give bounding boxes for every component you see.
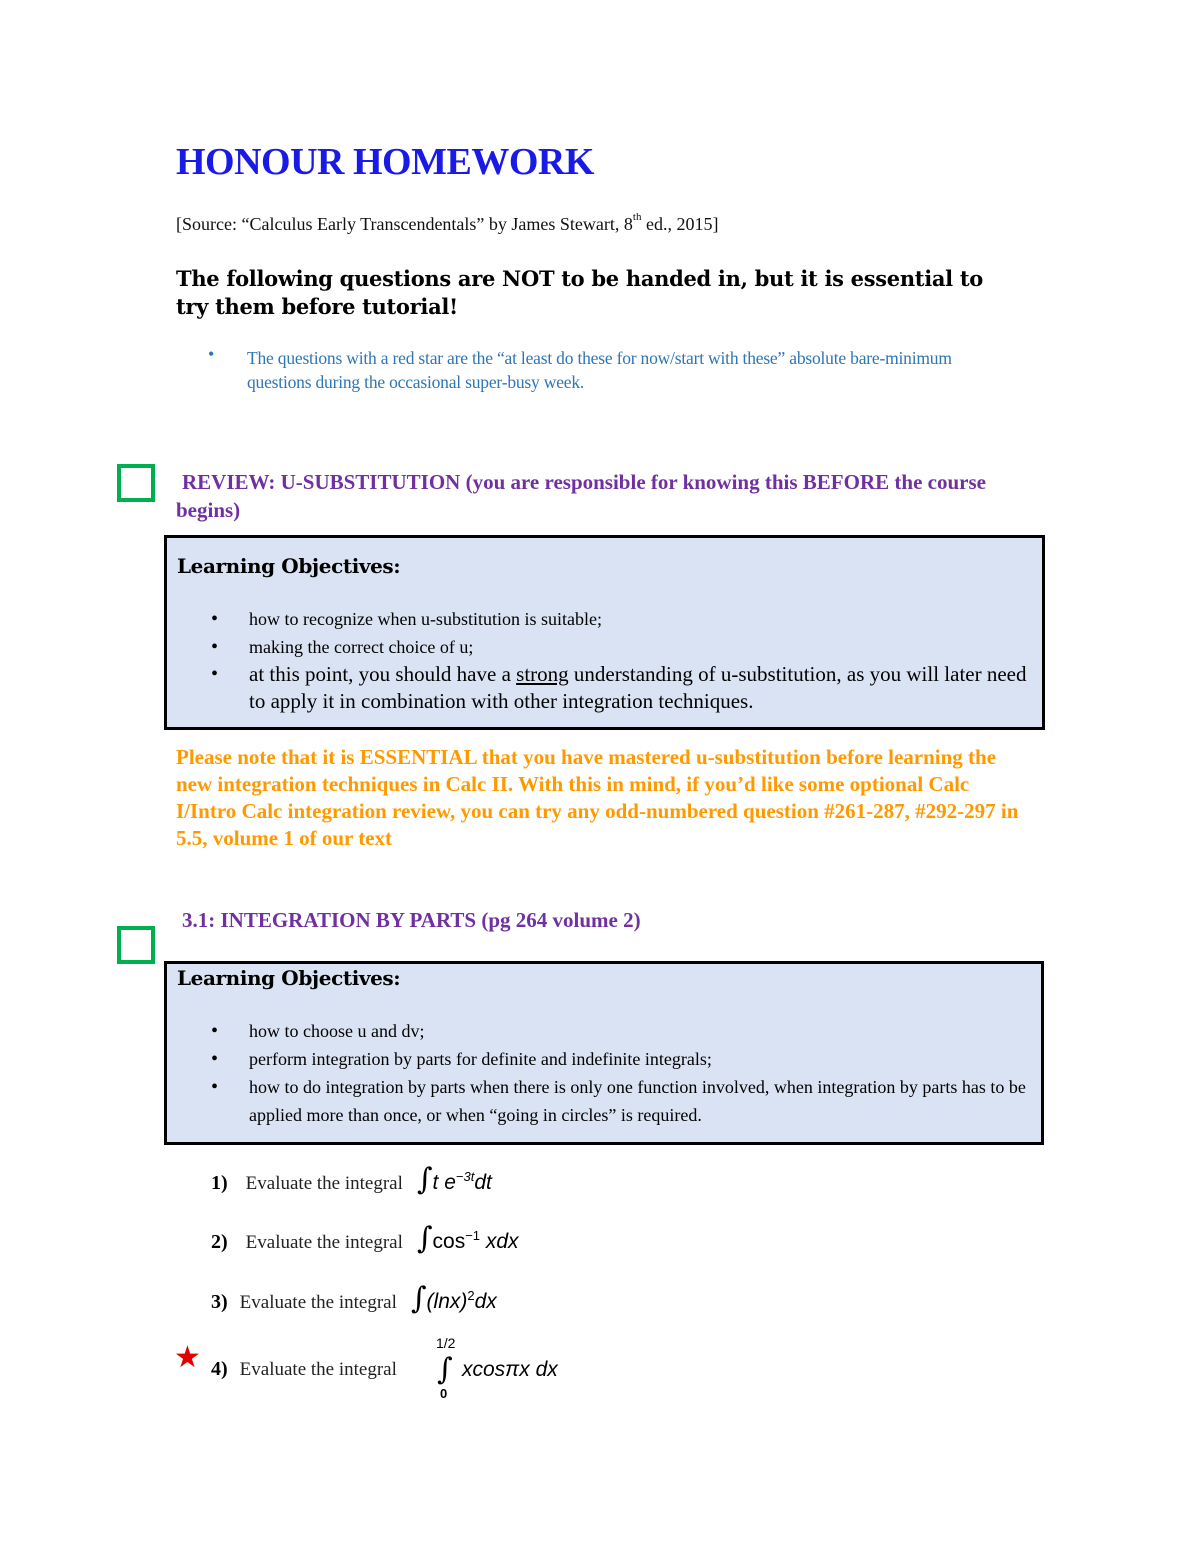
list-item [167,633,1037,661]
review-note: Please note that it is ESSENTIAL that you have mastered u-substitution before learning the new integration techniques in Calc II. With this in mind, if you’d like some optional Calc I/Intro Calc integration review, you can try any odd-numbered question #261-287, #292-297 in 5.5, volume 1 of our text [176,745,1019,850]
list-item [167,1017,1037,1045]
red-star-icon: ★ [174,1341,201,1374]
instructions-warning: The following questions are NOT to be handed in, but it is essential to try them before tutorial! [176,266,983,319]
objective-text: how to choose u and dv; [249,1021,425,1041]
bullet-icon: • [211,663,219,685]
question-2 [211,1221,519,1256]
question-3 [211,1281,497,1316]
objective-text: how to recognize when u-substitution is suitable; [249,609,602,629]
section-3-1-checkbox[interactable] [117,926,155,964]
question-text: Evaluate the integral [239,1292,397,1313]
bullet-icon: • [211,636,219,658]
question-text: Evaluate the integral [245,1173,403,1194]
question-number: 1) [211,1172,228,1194]
objective-text: perform integration by parts for definite and indefinite integrals; [249,1049,712,1069]
integrand: cos [432,1230,466,1253]
integrand: t e [432,1171,456,1194]
differential: xdx [480,1230,519,1253]
question-number: 4) [211,1358,228,1380]
exponent: 2 [467,1288,475,1303]
section-3-1-objectives-box [164,961,1044,1145]
integral-sign: ∫ [416,1162,433,1197]
integral-expression [410,1281,497,1316]
exponent: −1 [465,1228,481,1243]
question-1 [211,1162,492,1197]
integral-expression [416,1221,519,1256]
review-checkbox[interactable] [117,464,155,502]
review-heading: REVIEW: U-SUBSTITUTION (you are responsible for knowing this BEFORE the course begins) [176,470,986,522]
bullet-icon: • [211,1048,219,1070]
source-citation [176,211,719,235]
section-3-1-objectives-list [167,1017,1037,1129]
bullet-icon: • [211,1020,219,1042]
review-objectives-title: Learning Objectives: [177,554,401,578]
differential: dt [474,1171,492,1194]
list-item [167,1073,1037,1129]
red-star-tip: The questions with a red star are the “at least do these for now/start with these” absolute bare-minimum questions during the occasional super-busy week. [247,348,952,392]
integral-sign: ∫ [416,1221,433,1256]
integrand: (lnx) [426,1290,468,1313]
question-number: 2) [211,1231,228,1253]
question-4 [211,1358,397,1381]
page-title: HONOUR HOMEWORK [176,141,594,183]
source-text-end: ed., 2015] [641,214,719,234]
bullet-icon: • [211,1076,219,1098]
list-item [167,661,1037,715]
question-text: Evaluate the integral [245,1232,403,1253]
section-3-1-heading: 3.1: INTEGRATION BY PARTS (pg 264 volume 2) [182,908,641,932]
bullet-icon: • [211,608,219,630]
source-superscript: th [632,211,642,223]
bullet-icon: • [208,344,215,364]
objective-text: how to do integration by parts when there is only one function involved, when integration by parts has to be applied more than once, or when “going in circles” is required. [249,1077,1026,1125]
exponent: −3t [455,1169,475,1184]
integral-sign: ∫ [410,1281,427,1316]
question-number: 3) [211,1291,228,1313]
differential: dx [474,1290,497,1313]
integral-lower-limit: 0 [440,1386,448,1401]
section-3-1-objectives-title: Learning Objectives: [177,966,401,990]
list-item [167,1045,1037,1073]
objective-text: understanding of u-substitution, as you will later need to apply it in combination with other integration techniques. [249,662,1027,713]
review-objectives-list [167,605,1037,715]
emphasis-strong: strong [516,662,569,686]
integral-upper-limit: 1/2 [436,1335,456,1351]
integral-expression [416,1162,492,1197]
list-item [167,605,1037,633]
source-text: [Source: “Calculus Early Transcendentals” by James Stewart, 8 [176,214,633,234]
question-text: Evaluate the integral [239,1359,397,1380]
review-objectives-box [164,535,1045,730]
objective-text: making the correct choice of u; [249,637,474,657]
integrand: xcosπx dx [462,1358,558,1381]
integral-sign: ∫ [437,1352,453,1387]
objective-text: at this point, you should have a [249,662,517,686]
